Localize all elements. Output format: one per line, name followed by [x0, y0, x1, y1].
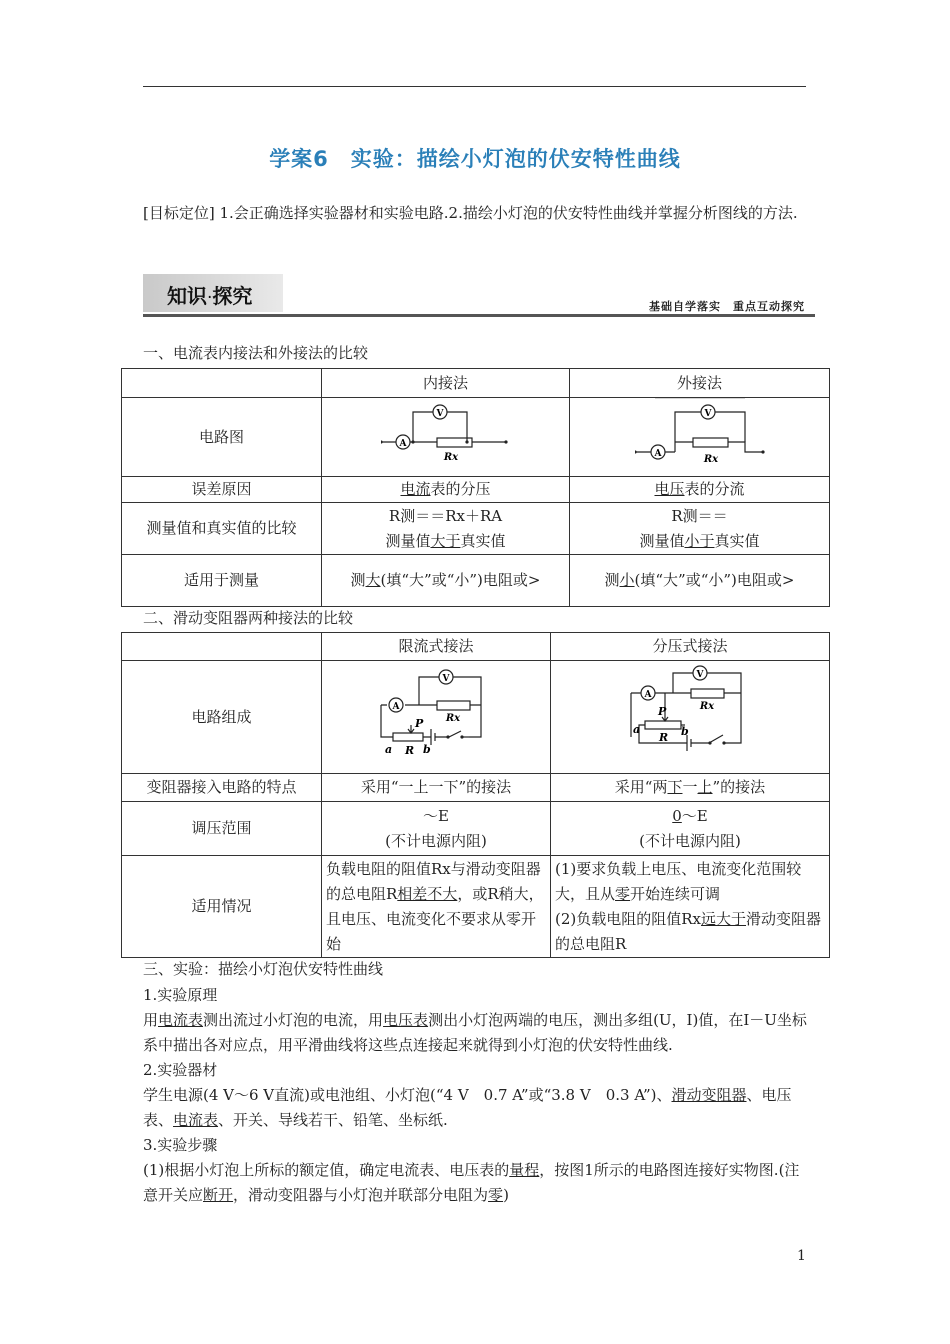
step1-text: 用电流表测出流过小灯泡的电流，用电压表测出小灯泡两端的电压，测出多组(U，I)值，在I－U坐标系中描出各对应点，用平滑曲线将这些点连接起来就得到小灯泡的伏安特性曲线. [143, 1011, 807, 1054]
svg-text:R: R [659, 731, 669, 744]
svg-text:a: a [385, 743, 393, 756]
s2-row-circuit: 电路组成 [122, 661, 322, 774]
inner-circuit-cell [322, 398, 570, 477]
limit-circuit-cell [322, 661, 551, 774]
svg-text:b: b [681, 725, 689, 738]
banner-title: 知识·探究 [167, 284, 253, 308]
svg-text:R: R [405, 744, 415, 757]
s1-compare-outer: R测＝＝ 测量值小于真实值 [570, 503, 830, 555]
s2-col-divider: 分压式接法 [551, 633, 830, 661]
divider-circuit-diagram [625, 663, 755, 763]
limiting-circuit-diagram [371, 663, 501, 763]
section1-heading: 一、电流表内接法和外接法的比较 [143, 344, 369, 362]
s2-apply-limit: 负载电阻的阻值Rx与滑动变阻器的总电阻R相差不大，或R稍大，且电压、电流变化不要求从零开始 [322, 856, 551, 958]
s2-range-divider: 0～E (不计电源内阻) [551, 802, 830, 856]
s1-corner [122, 369, 322, 398]
svg-text:P: P [415, 717, 424, 730]
section2-table [121, 632, 830, 958]
svg-text:V: V [704, 409, 711, 419]
s1-col-outer: 外接法 [570, 369, 830, 398]
svg-text:Rx: Rx [703, 454, 718, 465]
svg-text:a: a [633, 723, 641, 736]
s1-row-error: 误差原因 [122, 477, 322, 503]
outer-circuit-cell [570, 398, 830, 477]
section3-heading: 三、实验：描绘小灯泡伏安特性曲线 [143, 960, 384, 978]
svg-text:Rx: Rx [443, 452, 458, 463]
svg-text:A: A [654, 449, 661, 459]
page-title: 学案6 实验：描绘小灯泡的伏安特性曲线 [269, 147, 681, 171]
svg-text:b: b [423, 743, 431, 756]
section-banner [143, 274, 815, 318]
s2-range-limit: ～E (不计电源内阻) [322, 802, 551, 856]
svg-text:Rx: Rx [699, 701, 715, 712]
section2-heading: 二、滑动变阻器两种接法的比较 [143, 609, 354, 627]
s1-apply-outer: 测小(填“大”或“小”)电阻或> [570, 555, 830, 607]
divider-circuit-cell [551, 661, 830, 774]
s1-error-outer: 电压表的分流 [570, 477, 830, 503]
svg-text:V: V [436, 409, 443, 419]
step2-text: 学生电源(4 V～6 V直流)或电池组、小灯泡(“4 V 0.7 A”或“3.8 V 0.3 A”)、滑动变阻器、电压表、电流表、开关、导线若干、铅笔、坐标纸. [143, 1086, 792, 1129]
section1-table [121, 368, 830, 607]
s2-row-range: 调压范围 [122, 802, 322, 856]
step1-heading: 1.实验原理 [143, 986, 218, 1004]
s2-col-limit: 限流式接法 [322, 633, 551, 661]
s1-row-apply: 适用于测量 [122, 555, 322, 607]
outer-connection-diagram [635, 398, 765, 468]
step2-heading: 2.实验器材 [143, 1061, 218, 1079]
goal-text: [目标定位] 1.会正确选择实验器材和实验电路.2.描绘小灯泡的伏安特性曲线并掌握分析图线的方法. [143, 204, 798, 222]
s2-feature-divider: 采用“两下一上”的接法 [551, 774, 830, 802]
s2-row-apply: 适用情况 [122, 856, 322, 958]
s1-apply-inner: 测大(填“大”或“小”)电阻或> [322, 555, 570, 607]
step3-text: (1)根据小灯泡上所标的额定值，确定电流表、电压表的量程，按图1所示的电路图连接好实物图.(注意开关应断开，滑动变阻器与小灯泡并联部分电阻为零) [143, 1161, 800, 1204]
s1-row-compare: 测量值和真实值的比较 [122, 503, 322, 555]
s1-compare-inner: R测＝＝Rx＋RA 测量值大于真实值 [322, 503, 570, 555]
s2-apply-divider: (1)要求负载上电压、电流变化范围较大，且从零开始连续可调 (2)负载电阻的阻值Rx远大于滑动变阻器的总电阻R [551, 856, 830, 958]
svg-text:A: A [644, 690, 652, 700]
s1-row-circuit: 电路图 [122, 398, 322, 477]
inner-connection-diagram [381, 398, 511, 468]
s1-error-inner: 电流表的分压 [322, 477, 570, 503]
header-rule [143, 86, 806, 87]
banner-rule [143, 314, 815, 317]
svg-text:V: V [442, 674, 450, 684]
svg-text:Rx: Rx [445, 713, 461, 724]
svg-text:P: P [658, 705, 667, 718]
s2-feature-limit: 采用“一上一下”的接法 [322, 774, 551, 802]
step3-heading: 3.实验步骤 [143, 1136, 218, 1154]
s2-row-feature: 变阻器接入电路的特点 [122, 774, 322, 802]
s1-col-inner: 内接法 [322, 369, 570, 398]
page-number: 1 [797, 1248, 806, 1264]
svg-text:A: A [399, 439, 406, 449]
s2-corner [122, 633, 322, 661]
banner-subtitle: 基础自学落实 重点互动探究 [649, 300, 805, 313]
svg-text:A: A [392, 702, 400, 712]
svg-text:V: V [696, 670, 704, 680]
